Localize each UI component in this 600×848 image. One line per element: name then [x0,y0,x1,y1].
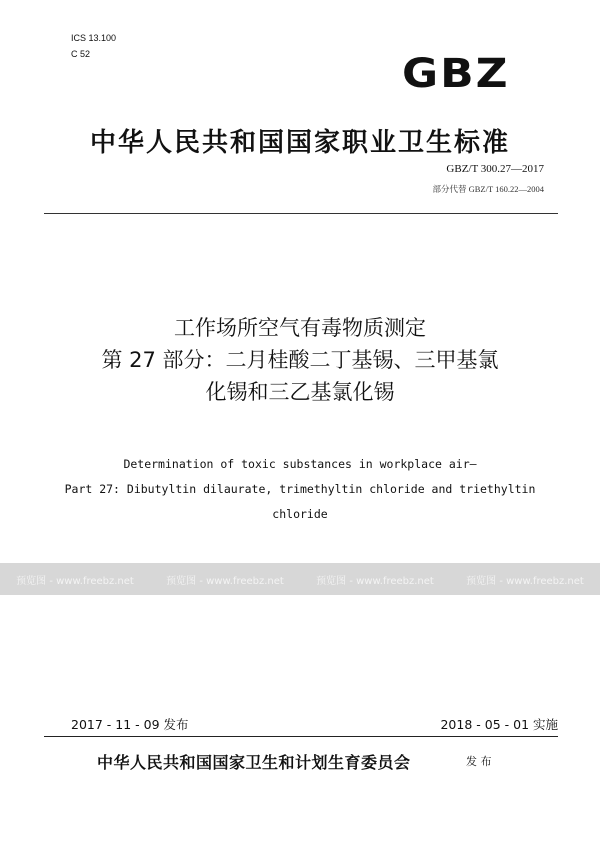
title-cn-line-2: 第 27 部分：二月桂酸二丁基锡、三甲基氯 [101,348,499,372]
ics-code: ICS 13.100 [71,33,117,43]
document-title-en [0,452,600,527]
title-en-line-3: chloride [272,507,328,521]
classification-codes [71,30,116,62]
watermark-text: 预览图 - www.freebz.net [166,575,284,587]
title-cn-line-1: 工作场所空气有毒物质测定 [174,316,426,340]
gbz-logo: GBZ [402,50,510,97]
replaces-note: 部分代替 GBZ/T 160.22—2004 [432,184,544,194]
implement-date: 2018 - 05 - 01 实施 [440,717,558,732]
issue-label: 发 布 [466,755,492,768]
publish-date: 2017 - 11 - 09 发布 [71,717,189,732]
title-en-line-1: Determination of toxic substances in workplace air— [123,457,477,471]
title-en-line-2: Part 27: Dibutyltin dilaurate, trimethyltin chloride and triethyltin [64,482,536,496]
watermark-text: 预览图 - www.freebz.net [316,575,434,587]
standard-number: GBZ/T 300.27—2017 [446,163,544,175]
document-title-cn [0,312,600,408]
footer-divider [44,736,558,737]
issuing-authority: 中华人民共和国国家卫生和计划生育委员会 [97,753,411,772]
header-divider [44,213,558,214]
watermark-banner [0,563,600,595]
watermark-text: 预览图 - www.freebz.net [16,575,134,587]
national-standard-title: 中华人民共和国国家职业卫生标准 [89,128,510,158]
ccs-code: C 52 [71,49,91,59]
watermark-text: 预览图 - www.freebz.net [466,575,584,587]
title-cn-line-3: 化锡和三乙基氯化锡 [205,380,395,404]
